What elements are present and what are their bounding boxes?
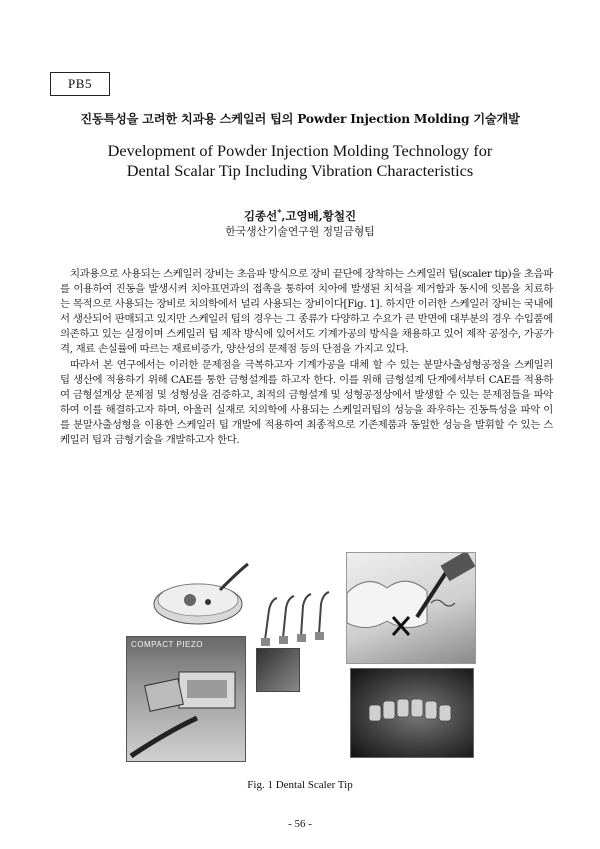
figure-caption: Fig. 1 Dental Scaler Tip	[247, 779, 353, 791]
english-title-line-2: Dental Scalar Tip Including Vibration Characteristics	[126, 161, 474, 180]
session-code-box: PB5	[50, 72, 110, 96]
tooth-vibration-diagram	[346, 552, 476, 664]
author-coauthors: ,고영배,황철진	[281, 208, 357, 223]
compact-piezo-label: COMPACT PIEZO	[131, 640, 203, 649]
abstract-body	[60, 267, 553, 448]
english-title	[0, 141, 600, 181]
english-title-line-1: Development of Powder Injection Molding Technology for	[107, 141, 493, 160]
corresponding-mark: *	[277, 207, 282, 217]
scaler-unit-photo	[150, 560, 250, 630]
page-number: - 56 -	[288, 818, 312, 830]
affiliation: 한국생산기술연구원 정밀금형팀	[225, 225, 375, 238]
scaler-tips-photo	[255, 580, 340, 650]
authors	[0, 207, 600, 224]
author-corresponding: 김종선	[243, 208, 278, 223]
paragraph-1: 치과용으로 사용되는 스케일러 장비는 초음파 방식으로 장비 끝단에 장착하는 스케일러 팁(scaler tip)을 초음파를 이용하여 진동을 발생시켜 치아표면과의 접촉을 통하여 치아에 발생된 치석을 제거함과 동시에 잇몸을 치료하는 목적으로 사용되는 장비로 치의학에서 널리 사용되는 장비이다[Fig. 1]. 하지만 이러한 스케일러 장비는 국내에서 생산되어 판매되고 있지만 스케일러 팁의 경우는 그 종류가 다양하고 수요가 큰 반면에 대부분의 경우 수입품에 의존하고 있는 실정이며 스케일러 팁 제작 방식에 있어서도 기계가공의 방식을 채용하고 있어 제작 공정수, 가공가격, 재료 손실률에 따르는 재료비증가, 양산성의 문제점 등의 단점을 가지고 있다.	[60, 268, 553, 356]
compact-piezo-photo	[126, 636, 246, 762]
teeth-treatment-photo	[350, 668, 474, 758]
korean-title: 진동특성을 고려한 치과용 스케일러 팁의 Powder Injection Molding 기술개발	[80, 112, 520, 126]
tip-detail-photo	[256, 648, 300, 692]
paragraph-2: 따라서 본 연구에서는 이러한 문제점을 극복하고자 기계가공을 대체 할 수 있는 분말사출성형공정을 스케일러 팁 생산에 적용하기 위해 CAE를 통한 금형설계를 하고자 한다. 이를 위해 금형설계 단계에서부터 CAE를 적용하여 금형설계상 문제점 및 성형성을 검증하고, 최적의 금형설계 및 성형공정상에서 발생할 수 있는 문제점들을 파악하여 이를 해결하고자 하며, 아울러 실재로 치의학에 사용되는 스케일러팁의 성능을 좌우하는 진동특성을 파악 이를 분말사출성형을 이용한 스케일러 팁 개발에 적용하여 최종적으로 기존제품과 동일한 성능을 발휘할 수 있는 스케일러 팁과 금형기술을 개발하고자 한다.	[60, 358, 553, 447]
